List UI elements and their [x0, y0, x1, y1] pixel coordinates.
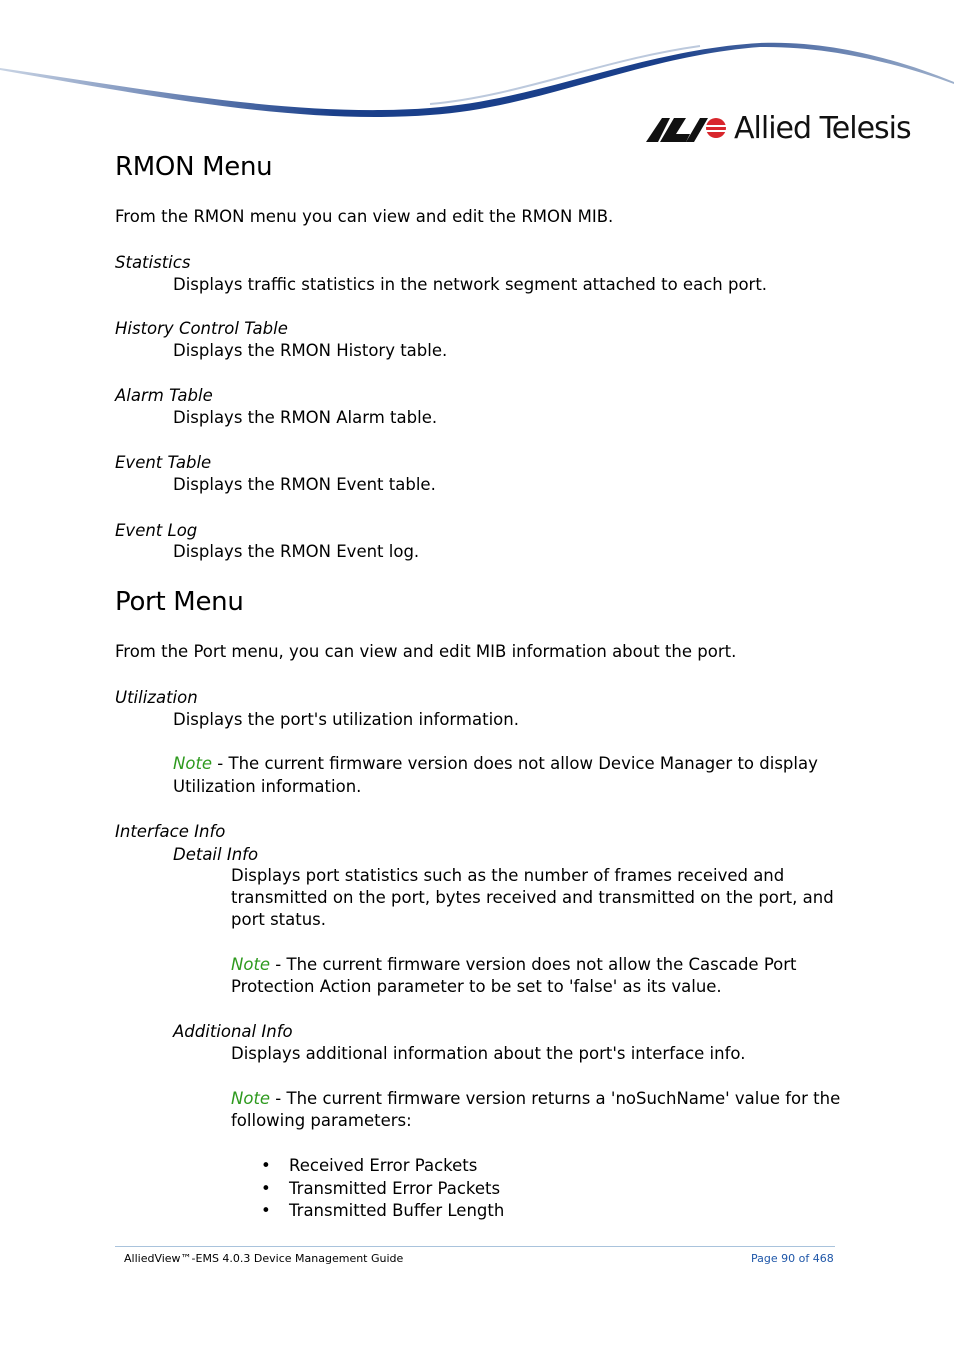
- term-event-table: Event Table: [115, 453, 212, 472]
- desc-statistics: Displays traffic statistics in the network segment attached to each port.: [173, 275, 768, 294]
- desc-event-log: Displays the RMON Event log.: [173, 542, 420, 561]
- note-text: - The current firmware version does not allow Device Manager to display: [212, 754, 818, 773]
- note-label: Note: [173, 754, 213, 773]
- note-utilization: [173, 754, 818, 773]
- desc-history-control-table: Displays the RMON History table.: [173, 341, 448, 360]
- port-intro: From the Port menu, you can view and edit MIB information about the port.: [115, 642, 737, 661]
- section-title-port: Port Menu: [115, 587, 244, 617]
- term-history-control-table: History Control Table: [115, 319, 288, 338]
- desc-utilization: Displays the port's utilization information.: [173, 710, 519, 729]
- note-text: - The current firmware version returns a 'noSuchName' value for the: [270, 1089, 841, 1108]
- section-title-rmon: RMON Menu: [115, 152, 273, 182]
- list-item: • Transmitted Buffer Length: [289, 1201, 504, 1220]
- term-event-log: Event Log: [115, 521, 198, 540]
- desc-detail-info-line1: Displays port statistics such as the number of frames received and: [231, 866, 785, 885]
- note-detail-info: [231, 955, 797, 974]
- brand-logo: [646, 108, 911, 148]
- desc-detail-info-line3: port status.: [231, 910, 327, 929]
- desc-detail-info-line2: transmitted on the port, bytes received and transmitted on the port, and: [231, 888, 834, 907]
- term-additional-info: Additional Info: [173, 1022, 293, 1041]
- brand-name: Allied Telesis: [734, 110, 911, 146]
- list-item: • Received Error Packets: [289, 1156, 477, 1175]
- list-item: • Transmitted Error Packets: [289, 1179, 500, 1198]
- footer-page-number: Page 90 of 468: [751, 1252, 834, 1265]
- note-utilization-line2: Utilization information.: [173, 777, 362, 796]
- desc-alarm-table: Displays the RMON Alarm table.: [173, 408, 438, 427]
- footer-doc-title: AlliedView™-EMS 4.0.3 Device Management Guide: [124, 1252, 404, 1265]
- term-utilization: Utilization: [115, 688, 198, 707]
- note-additional-info: [231, 1089, 840, 1108]
- note-label: Note: [231, 955, 271, 974]
- term-statistics: Statistics: [115, 253, 191, 272]
- rmon-intro: From the RMON menu you can view and edit the RMON MIB.: [115, 207, 614, 226]
- note-additional-info-line2: following parameters:: [231, 1111, 412, 1130]
- desc-additional-info: Displays additional information about the port's interface info.: [231, 1044, 746, 1063]
- footer-divider: [115, 1246, 835, 1247]
- term-interface-info: Interface Info: [115, 822, 226, 841]
- note-text: - The current firmware version does not allow the Cascade Port: [270, 955, 797, 974]
- term-detail-info: Detail Info: [173, 845, 259, 864]
- desc-event-table: Displays the RMON Event table.: [173, 475, 436, 494]
- note-detail-info-line2: Protection Action parameter to be set to 'false' as its value.: [231, 977, 722, 996]
- allied-telesis-mark-icon: [646, 112, 728, 144]
- note-label: Note: [231, 1089, 271, 1108]
- term-alarm-table: Alarm Table: [115, 386, 213, 405]
